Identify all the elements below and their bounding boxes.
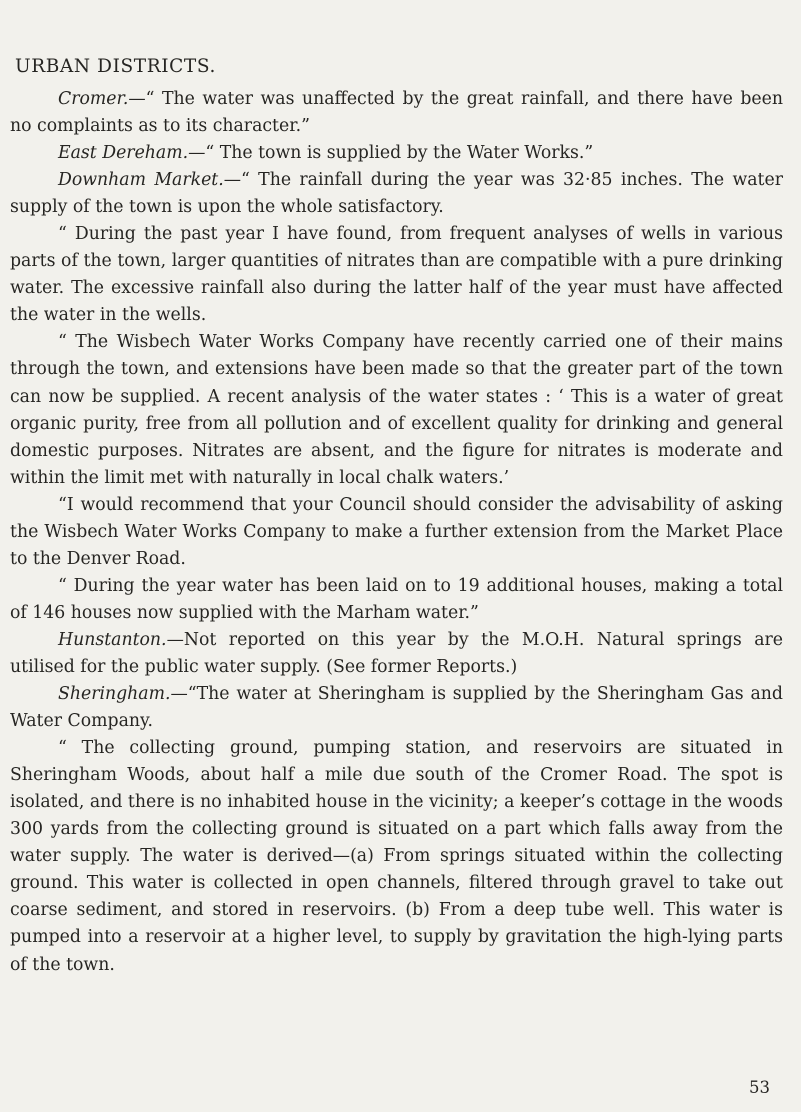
place-heading: Cromer. — [58, 89, 129, 109]
paragraph-text: “I would recommend that your Council should consider the advisability of asking the Wisbech Water Works Company to make a further extension from the Market Place to the Denver Road. — [10, 494, 783, 569]
paragraph-cromer — [10, 86, 783, 140]
place-heading: East Dereham. — [58, 143, 189, 164]
running-header: URBAN DISTRICTS. — [15, 56, 216, 77]
paragraph-recommendation — [10, 492, 783, 573]
paragraph-text: —“ The town is supplied by the Water Works.” — [188, 143, 594, 164]
paragraph-sheringham — [10, 681, 783, 735]
body-text — [10, 86, 783, 979]
place-heading: Downham Market. — [58, 170, 224, 191]
paragraph-text: —“The water at Sheringham is supplied by the Sheringham Gas and Water Company. — [10, 684, 783, 732]
paragraph-downham-market — [10, 167, 783, 221]
paragraph-text: “ The Wisbech Water Works Company have recently carried one of their mains through the town, and extensions have been made so that the greater part of the town can now be supplied. A recent analysis of the water states : ‘ This is a water of great organic purity, free from all pollution and of excellent quality for drinking and general domestic purposes. Nitrates are absent, and the figure for nitrates is moderate and within the limit met with naturally in local chalk waters.’ — [10, 332, 783, 488]
paragraph-text: —“ The rainfall during the year was 32·85 inches. The water supply of the town is upon the whole satisfactory. — [10, 170, 783, 218]
page-number: 53 — [749, 1078, 770, 1097]
paragraph-text: “ During the past year I have found, from frequent analyses of wells in various parts of the town, larger quantities of nitrates than are compatible with a pure drinking water. The excessive rainfall also during the latter half of the year must have affected the water in the wells. — [10, 224, 783, 326]
paragraph-marham-houses — [10, 573, 783, 627]
paragraph-text: “ During the year water has been laid on to 19 additional houses, making a total of 146 houses now supplied with the Marham water.” — [10, 575, 783, 623]
paragraph-wisbech-mains — [10, 329, 783, 491]
paragraph-sheringham-collecting-ground — [10, 735, 783, 978]
paragraph-text: —“ The water was unaffected by the great rainfall, and there have been no complaints as to its character.” — [10, 89, 783, 137]
paragraph-text: “ The collecting ground, pumping station, and reservoirs are situated in Sheringham Woods, about half a mile due south of the Cromer Road. The spot is isolated, and there is no inhabited house in the vicinity; a keeper’s cottage in the woods 300 yards from the collecting ground is situated on a part which falls away from the water supply. The water is derived—(a) From springs situated within the collecting ground. This water is collected in open channels, filtered through gravel to take out coarse sediment, and stored in reservoirs. (b) From a deep tube well. This water is pumped into a reservoir at a higher level, to supply by gravitation the high-lying parts of the town. — [10, 738, 783, 975]
place-heading: Sheringham. — [58, 684, 171, 705]
paragraph-east-dereham — [10, 140, 783, 167]
place-heading: Hunstanton. — [58, 629, 167, 650]
paragraph-hunstanton — [10, 627, 783, 681]
paragraph-text: —Not reported on this year by the M.O.H. Natural springs are utilised for the public water supply. (See former Reports.) — [10, 629, 783, 677]
paragraph-downham-wells — [10, 221, 783, 329]
